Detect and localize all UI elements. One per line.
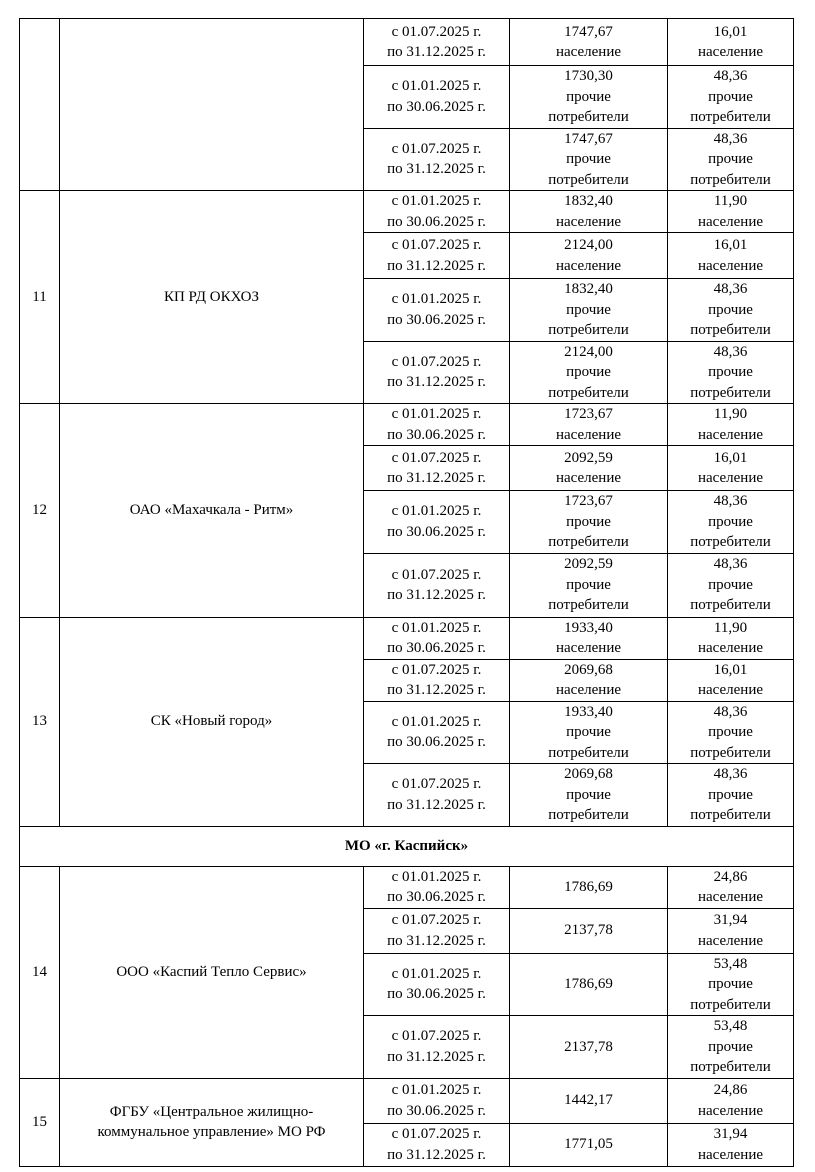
tariff-cell: [510, 19, 668, 66]
period-cell-line: по 30.06.2025 г.: [387, 213, 486, 230]
rate-cell-line: население: [697, 426, 764, 443]
rate-cell-line: 53,48: [713, 1018, 748, 1034]
period-cell-line: с 01.01.2025 г.: [391, 193, 482, 209]
rate-cell-line: потребители: [690, 807, 771, 823]
tariff-cell-line: население: [555, 257, 622, 274]
tariff-cell: [510, 279, 668, 342]
period-cell: [364, 66, 510, 129]
period-cell: [364, 1078, 510, 1123]
tariff-cell-line: потребители: [548, 171, 629, 188]
period-cell: [364, 953, 510, 1016]
organization-cell: СК «Новый город»: [60, 617, 364, 826]
period-cell: [364, 1016, 510, 1079]
period-cell: [364, 404, 510, 446]
period-cell-line: по 31.12.2025 г.: [387, 682, 486, 698]
period-cell-line: с 01.01.2025 г.: [391, 619, 482, 636]
rate-cell: [668, 764, 794, 827]
tariff-cell-line: население: [555, 640, 622, 656]
rate-cell-line: 16,01: [713, 237, 748, 253]
section-row: [20, 826, 794, 866]
rate-cell-line: прочие: [708, 724, 753, 740]
tariff-cell-line: население: [555, 426, 622, 443]
tariff-cell-line: 2069,68: [564, 766, 613, 782]
period-cell-line: с 01.07.2025 г.: [391, 353, 482, 370]
rate-cell-line: прочие: [708, 301, 753, 318]
tariff-cell-line: прочие: [566, 724, 611, 740]
tariff-cell: [510, 66, 668, 129]
rate-cell-line: 16,01: [713, 23, 748, 40]
period-cell: [364, 617, 510, 659]
table-row: [20, 404, 794, 446]
period-cell-line: с 01.01.2025 г.: [391, 78, 482, 95]
tariff-cell: [510, 446, 668, 491]
tariff-cell-line: 2124,00: [564, 343, 613, 360]
period-cell-line: с 01.07.2025 г.: [391, 23, 482, 40]
tariff-cell-line: 2069,68: [564, 661, 613, 678]
period-cell: [364, 553, 510, 617]
rate-cell-line: 48,36: [713, 493, 748, 509]
tariff-cell-line: 1933,40: [564, 619, 613, 636]
row-number-cell: 12: [20, 404, 60, 618]
tariff-cell: [510, 404, 668, 446]
table-row: [20, 19, 794, 66]
period-cell-line: по 31.12.2025 г.: [387, 587, 486, 603]
rate-cell: [668, 233, 794, 279]
tariff-cell-line: потребители: [548, 597, 629, 614]
rate-cell-line: 48,36: [713, 343, 748, 360]
tariff-cell-line: 1832,40: [564, 193, 613, 209]
rate-cell-line: 11,90: [713, 619, 748, 636]
rate-cell-line: население: [697, 640, 764, 656]
tariff-cell-line: 1933,40: [564, 703, 613, 720]
rate-cell: [668, 866, 794, 908]
tariff-cell-line: прочие: [566, 513, 611, 530]
tariff-cell-line: 2137,78: [564, 922, 613, 939]
rate-cell-line: потребители: [690, 109, 771, 125]
tariff-cell-line: потребители: [548, 807, 629, 823]
period-cell-line: по 30.06.2025 г.: [387, 523, 486, 540]
tariff-cell-line: 1730,30: [564, 68, 613, 84]
rate-cell-line: население: [697, 44, 764, 60]
rate-cell-line: население: [697, 257, 764, 274]
section-heading: МО «г. Каспийск»: [20, 826, 794, 866]
tariff-cell: [510, 659, 668, 701]
tariff-cell-line: 1747,67: [564, 23, 613, 40]
rate-cell: [668, 446, 794, 491]
tariff-cell-line: 1786,69: [564, 976, 613, 992]
rate-cell-line: 31,94: [713, 912, 748, 928]
rate-cell-line: население: [697, 1146, 764, 1163]
rate-cell-line: население: [697, 1102, 764, 1119]
rate-cell: [668, 66, 794, 129]
tariff-cell: [510, 341, 668, 404]
tariff-cell: [510, 233, 668, 279]
tariff-cell-line: население: [555, 213, 622, 230]
tariff-cell-line: 1832,40: [564, 281, 613, 297]
period-cell-line: с 01.01.2025 г.: [391, 291, 482, 308]
period-cell-line: по 31.12.2025 г.: [387, 470, 486, 486]
period-cell-line: с 01.07.2025 г.: [391, 1126, 482, 1142]
rate-cell: [668, 701, 794, 764]
period-cell-line: с 01.01.2025 г.: [391, 406, 482, 422]
rate-cell: [668, 617, 794, 659]
tariff-cell-line: прочие: [566, 786, 611, 803]
period-cell-line: по 30.06.2025 г.: [387, 986, 486, 1003]
rate-cell-line: потребители: [690, 1059, 771, 1075]
table-row: [20, 1078, 794, 1123]
period-cell-line: по 31.12.2025 г.: [387, 1048, 486, 1065]
rate-cell-line: потребители: [690, 322, 771, 338]
tariff-cell-line: потребители: [548, 744, 629, 761]
period-cell-line: по 30.06.2025 г.: [387, 98, 486, 115]
period-cell: [364, 701, 510, 764]
tariff-cell: [510, 953, 668, 1016]
tariff-table: [19, 18, 794, 1167]
period-cell: [364, 279, 510, 342]
rate-cell: [668, 341, 794, 404]
period-cell-line: по 31.12.2025 г.: [387, 257, 486, 274]
row-number-cell: 11: [20, 191, 60, 404]
rate-cell-line: 48,36: [713, 281, 748, 297]
tariff-cell: [510, 1123, 668, 1166]
rate-cell: [668, 953, 794, 1016]
rate-cell: [668, 553, 794, 617]
organization-cell: КП РД ОКХОЗ: [60, 191, 364, 404]
table-row: [20, 866, 794, 908]
period-cell: [364, 764, 510, 827]
organization-cell: ФГБУ «Центральное жилищно-коммунальное управление» МО РФ: [60, 1078, 364, 1166]
tariff-cell-line: 1786,69: [564, 878, 613, 895]
rate-cell-line: прочие: [708, 513, 753, 530]
tariff-cell: [510, 908, 668, 953]
tariff-cell: [510, 617, 668, 659]
period-cell: [364, 446, 510, 491]
rate-cell: [668, 908, 794, 953]
rate-cell-line: потребители: [690, 744, 771, 761]
tariff-cell-line: потребители: [548, 384, 629, 401]
period-cell: [364, 908, 510, 953]
period-cell-line: по 31.12.2025 г.: [387, 374, 486, 391]
rate-cell: [668, 128, 794, 191]
rate-cell-line: 48,36: [713, 703, 748, 720]
rate-cell-line: прочие: [708, 364, 753, 380]
rate-cell-line: население: [697, 889, 764, 905]
rate-cell-line: население: [697, 932, 764, 949]
period-cell-line: с 01.07.2025 г.: [391, 237, 482, 253]
tariff-cell-line: население: [555, 682, 622, 698]
rate-cell-line: прочие: [708, 576, 753, 593]
period-cell-line: по 31.12.2025 г.: [387, 161, 486, 178]
period-cell-line: с 01.07.2025 г.: [391, 776, 482, 793]
period-cell: [364, 341, 510, 404]
tariff-cell-line: потребители: [548, 322, 629, 338]
rate-cell-line: 24,86: [713, 1082, 748, 1098]
rate-cell-line: население: [697, 213, 764, 230]
period-cell: [364, 19, 510, 66]
row-number-cell: 15: [20, 1078, 60, 1166]
organization-cell: ООО «Каспий Тепло Сервис»: [60, 866, 364, 1078]
rate-cell: [668, 1123, 794, 1166]
tariff-cell-line: 1723,67: [564, 493, 613, 509]
rate-cell-line: потребители: [690, 597, 771, 614]
tariff-cell: [510, 866, 668, 908]
tariff-cell-line: прочие: [566, 576, 611, 593]
rate-cell-line: население: [697, 682, 764, 698]
period-cell-line: с 01.01.2025 г.: [391, 503, 482, 520]
row-number-cell: [20, 19, 60, 191]
tariff-cell: [510, 764, 668, 827]
tariff-cell-line: прочие: [566, 88, 611, 105]
row-number-cell: 13: [20, 617, 60, 826]
tariff-cell: [510, 701, 668, 764]
period-cell: [364, 1123, 510, 1166]
rate-cell-line: 48,36: [713, 766, 748, 782]
period-cell-line: с 01.01.2025 г.: [391, 965, 482, 982]
tariff-cell: [510, 128, 668, 191]
period-cell-line: с 01.01.2025 г.: [391, 868, 482, 885]
period-cell-line: с 01.01.2025 г.: [391, 713, 482, 730]
period-cell-line: с 01.07.2025 г.: [391, 140, 482, 157]
period-cell-line: с 01.07.2025 г.: [391, 449, 482, 466]
rate-cell-line: прочие: [708, 151, 753, 167]
period-cell: [364, 128, 510, 191]
tariff-cell-line: 1723,67: [564, 406, 613, 422]
period-cell-line: по 30.06.2025 г.: [387, 734, 486, 751]
period-cell-line: с 01.01.2025 г.: [391, 1082, 482, 1098]
period-cell-line: с 01.07.2025 г.: [391, 566, 482, 583]
rate-cell-line: 48,36: [713, 130, 748, 147]
tariff-cell-line: прочие: [566, 301, 611, 318]
period-cell-line: по 31.12.2025 г.: [387, 796, 486, 813]
period-cell-line: с 01.07.2025 г.: [391, 912, 482, 928]
tariff-cell: [510, 1016, 668, 1079]
tariff-cell-line: население: [555, 470, 622, 486]
tariff-cell-line: население: [555, 44, 622, 60]
rate-cell-line: прочие: [708, 976, 753, 992]
table-row: [20, 191, 794, 233]
tariff-cell-line: прочие: [566, 364, 611, 380]
period-cell: [364, 866, 510, 908]
tariff-cell: [510, 553, 668, 617]
period-cell-line: с 01.07.2025 г.: [391, 1028, 482, 1045]
rate-cell-line: прочие: [708, 786, 753, 803]
tariff-cell-line: 1747,67: [564, 130, 613, 147]
table-row: [20, 617, 794, 659]
rate-cell-line: потребители: [690, 171, 771, 188]
period-cell-line: по 31.12.2025 г.: [387, 44, 486, 60]
organization-cell: [60, 19, 364, 191]
period-cell-line: по 30.06.2025 г.: [387, 640, 486, 656]
tariff-cell-line: 2124,00: [564, 237, 613, 253]
period-cell-line: по 30.06.2025 г.: [387, 1102, 486, 1119]
rate-cell-line: потребители: [690, 996, 771, 1013]
rate-cell-line: 16,01: [713, 449, 748, 466]
rate-cell-line: население: [697, 470, 764, 486]
tariff-cell-line: 1771,05: [564, 1136, 613, 1153]
tariff-cell-line: 2092,59: [564, 556, 613, 573]
rate-cell: [668, 279, 794, 342]
period-cell-line: по 30.06.2025 г.: [387, 311, 486, 328]
rate-cell-line: 53,48: [713, 955, 748, 972]
row-number-cell: 14: [20, 866, 60, 1078]
tariff-cell-line: 2092,59: [564, 449, 613, 466]
rate-cell-line: 48,36: [713, 556, 748, 573]
rate-cell: [668, 1078, 794, 1123]
rate-cell-line: 11,90: [713, 193, 748, 209]
period-cell: [364, 491, 510, 554]
rate-cell-line: 31,94: [713, 1126, 748, 1142]
rate-cell-line: прочие: [708, 1038, 753, 1055]
tariff-cell-line: потребители: [548, 534, 629, 550]
rate-cell: [668, 191, 794, 233]
period-cell-line: по 31.12.2025 г.: [387, 932, 486, 949]
tariff-cell: [510, 1078, 668, 1123]
tariff-table-body: [20, 19, 794, 1167]
period-cell-line: по 31.12.2025 г.: [387, 1146, 486, 1163]
tariff-cell: [510, 191, 668, 233]
rate-cell: [668, 404, 794, 446]
period-cell-line: по 30.06.2025 г.: [387, 426, 486, 443]
tariff-cell-line: 1442,17: [564, 1092, 613, 1109]
rate-cell: [668, 659, 794, 701]
tariff-cell-line: прочие: [566, 151, 611, 167]
rate-cell-line: потребители: [690, 534, 771, 550]
rate-cell-line: прочие: [708, 88, 753, 105]
tariff-cell: [510, 491, 668, 554]
period-cell-line: по 30.06.2025 г.: [387, 889, 486, 905]
tariff-cell-line: потребители: [548, 109, 629, 125]
rate-cell: [668, 491, 794, 554]
rate-cell: [668, 19, 794, 66]
period-cell: [364, 233, 510, 279]
period-cell: [364, 191, 510, 233]
rate-cell-line: 48,36: [713, 68, 748, 84]
rate-cell-line: потребители: [690, 384, 771, 401]
organization-cell: ОАО «Махачкала - Ритм»: [60, 404, 364, 618]
rate-cell-line: 11,90: [713, 406, 748, 422]
tariff-cell-line: 2137,78: [564, 1038, 613, 1055]
rate-cell-line: 16,01: [713, 661, 748, 678]
period-cell-line: с 01.07.2025 г.: [391, 661, 482, 678]
rate-cell-line: 24,86: [713, 868, 748, 885]
rate-cell: [668, 1016, 794, 1079]
period-cell: [364, 659, 510, 701]
